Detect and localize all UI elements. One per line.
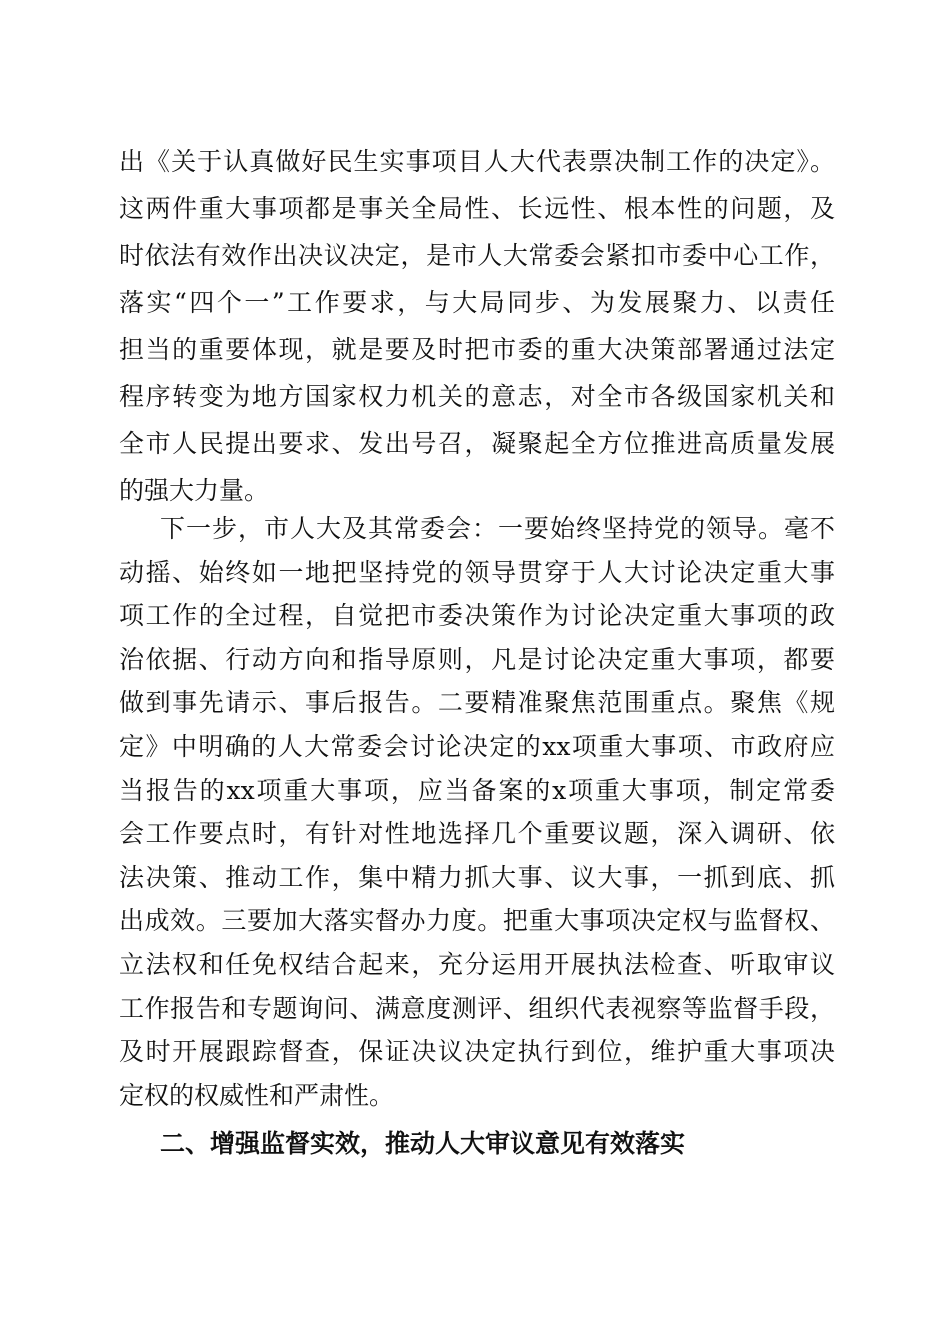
- text-line: 全市人民提出要求、发出号召，凝聚起全方位推进高质量发展: [119, 429, 835, 458]
- text-line: 程序转变为地方国家权力机关的意志，对全市各级国家机关和: [119, 382, 835, 411]
- text-line: 工作报告和专题询问、满意度测评、组织代表视察等监督手段，: [119, 994, 835, 1023]
- text-line: 时依法有效作出决议决定，是市人大常委会紧扣市委中心工作，: [119, 241, 835, 270]
- text-line: 法决策、推动工作，集中精力抓大事、议大事，一抓到底、抓: [119, 863, 835, 892]
- text-line: 治依据、行动方向和指导原则，凡是讨论决定重大事项，都要: [119, 645, 835, 674]
- text-line: 这两件重大事项都是事关全局性、长远性、根本性的问题，及: [119, 194, 835, 223]
- text-line: 项工作的全过程，自觉把市委决策作为讨论决定重大事项的政: [119, 601, 835, 630]
- text-line: 的强大力量。: [119, 476, 270, 505]
- text-line: 落实“四个一”工作要求，与大局同步、为发展聚力、以责任: [119, 288, 835, 317]
- section-heading: 二、增强监督实效，推动人大审议意见有效落实: [160, 1129, 686, 1158]
- text-line: 担当的重要体现，就是要及时把市委的重大决策部署通过法定: [119, 335, 835, 364]
- text-line: 动摇、始终如一地把坚持党的领导贯穿于人大讨论决定重大事: [119, 558, 835, 587]
- text-line: 做到事先请示、事后报告。二要精准聚焦范围重点。聚焦《规: [119, 688, 835, 717]
- text-line: 定权的权威性和严肃性。: [119, 1081, 395, 1110]
- text-line: 出《关于认真做好民生实事项目人大代表票决制工作的决定》。: [119, 147, 835, 176]
- text-line: 当报告的xx项重大事项，应当备案的x项重大事项，制定常委: [119, 776, 835, 805]
- text-line: 及时开展跟踪督查，保证决议决定执行到位，维护重大事项决: [119, 1037, 835, 1066]
- text-line: 下一步，市人大及其常委会：一要始终坚持党的领导。毫不: [160, 514, 835, 543]
- text-line: 定》中明确的人大常委会讨论决定的xx项重大事项、市政府应: [119, 732, 835, 761]
- text-line: 出成效。三要加大落实督办力度。把重大事项决定权与监督权、: [119, 906, 835, 935]
- text-line: 会工作要点时，有针对性地选择几个重要议题，深入调研、依: [119, 819, 835, 848]
- text-line: 立法权和任免权结合起来，充分运用开展执法检查、听取审议: [119, 950, 835, 979]
